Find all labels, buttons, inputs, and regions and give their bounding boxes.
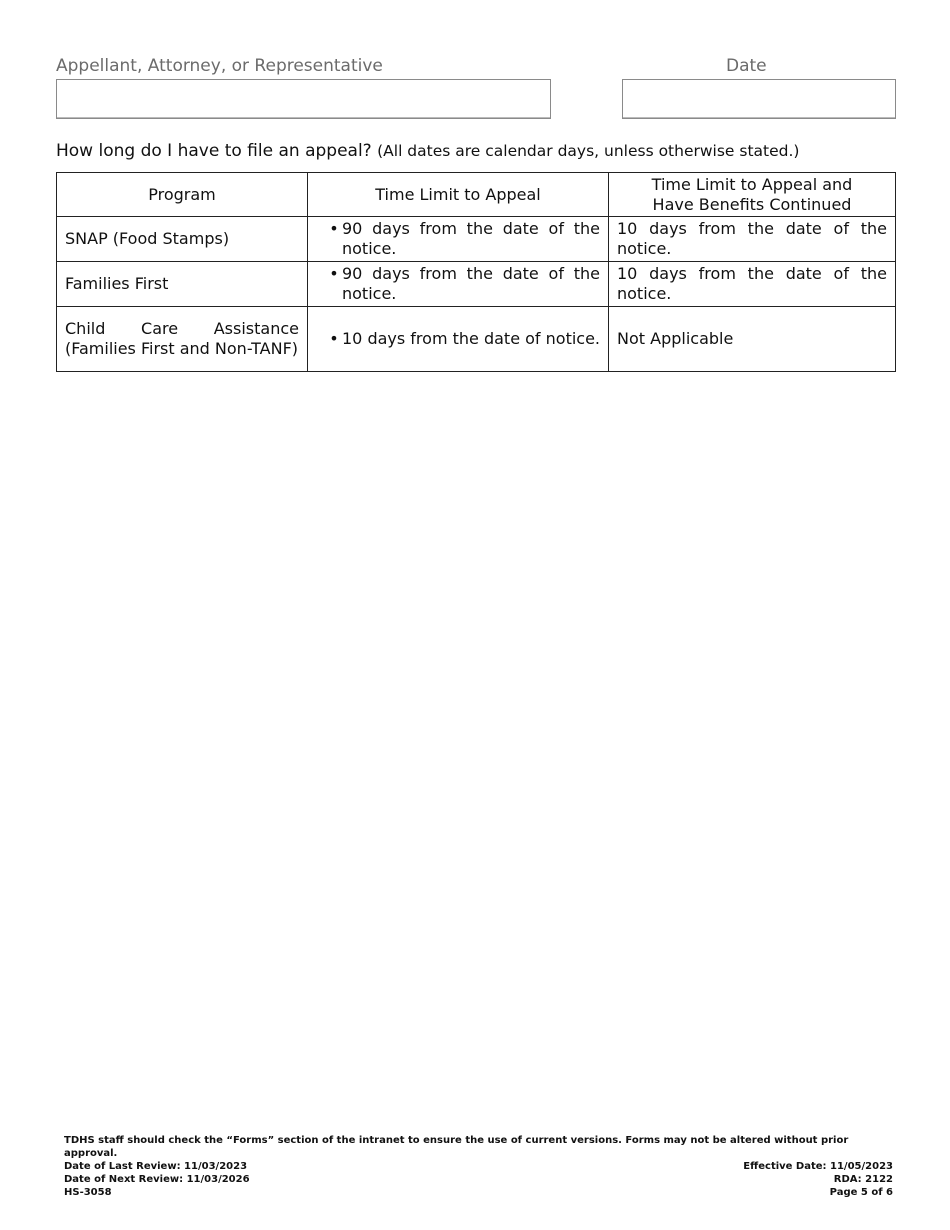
bullet-icon: • [329,219,339,238]
appeal-limit-text: 90 days from the date of the notice. [342,219,600,258]
appeal-limit-text: 90 days from the date of the notice. [342,264,600,303]
appeal-limit-text: 10 days from the date of notice. [342,329,601,348]
continued-limit-cell: 10 days from the date of the notice. [609,262,896,307]
rda-number: RDA: 2122 [833,1174,893,1185]
table-row [57,262,896,307]
appellant-signature-field[interactable] [56,79,551,119]
next-review-date: Date of Next Review: 11/03/2026 [64,1174,250,1185]
program-cell: Families First [57,262,308,307]
appeal-limit-cell [308,262,609,307]
table-row [57,217,896,262]
appeal-limit-cell [308,217,609,262]
last-review-date: Date of Last Review: 11/03/2023 [64,1161,248,1172]
table-header-row [57,173,896,217]
appeal-question [56,141,799,161]
header-program: Program [57,173,308,217]
table-row [57,307,896,372]
date-field[interactable] [622,79,896,119]
program-cell: Child Care Assistance (Families First and Non-TANF) [57,307,308,372]
page-footer [64,1134,893,1199]
appeal-time-limits-table [56,172,896,372]
program-cell: SNAP (Food Stamps) [57,217,308,262]
form-number: HS-3058 [64,1187,112,1198]
header-time-limit-continued: Time Limit to Appeal and Have Benefits Continued [609,173,896,217]
appellant-label: Appellant, Attorney, or Representative [56,56,383,76]
question-text: How long do I have to file an appeal? [56,141,372,161]
page-number: Page 5 of 6 [829,1187,893,1198]
appeal-limit-cell [308,307,609,372]
footer-notice: TDHS staff should check the “Forms” section of the intranet to ensure the use of current versions. Forms may not be altered without prior approval. [64,1135,849,1159]
date-label: Date [726,56,767,76]
bullet-icon: • [329,329,339,348]
continued-limit-cell: Not Applicable [609,307,896,372]
bullet-icon: • [329,264,339,283]
header-time-limit: Time Limit to Appeal [308,173,609,217]
effective-date: Effective Date: 11/05/2023 [743,1161,893,1172]
continued-limit-cell: 10 days from the date of the notice. [609,217,896,262]
question-note: (All dates are calendar days, unless otherwise stated.) [377,142,800,160]
